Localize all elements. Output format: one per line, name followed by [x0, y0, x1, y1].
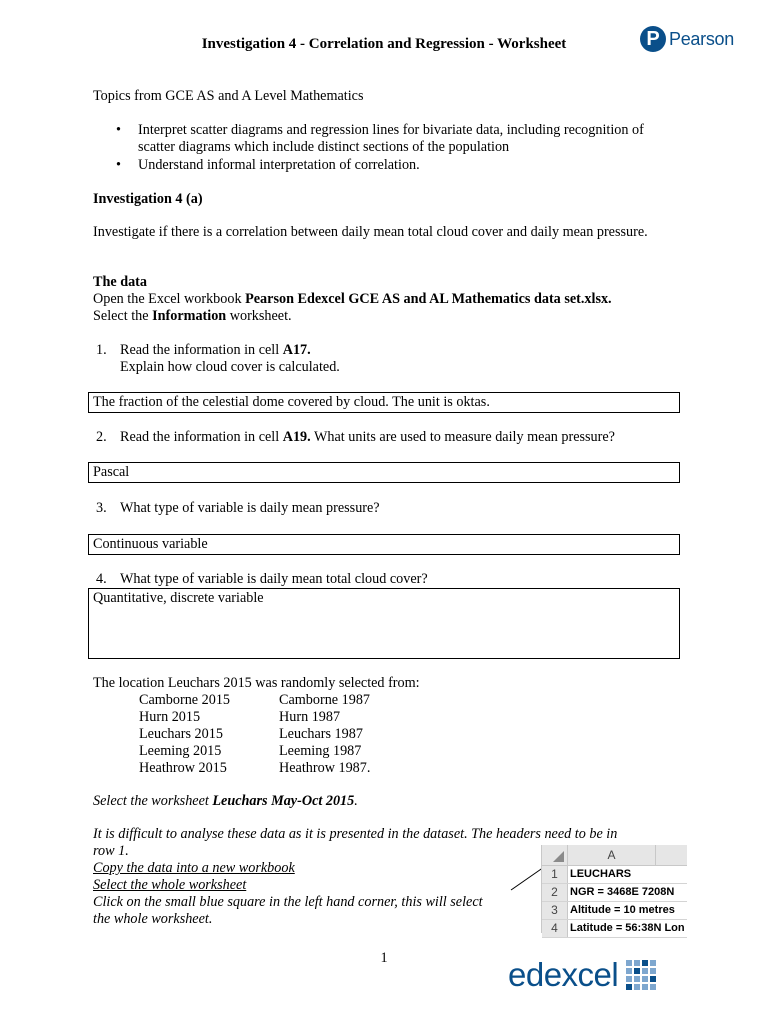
location-list-1987: [279, 692, 370, 777]
question-1-number: 1.: [96, 342, 107, 358]
workbook-name: Pearson Edexcel GCE AS and AL Mathematics data set.xlsx.: [245, 291, 612, 307]
excel-cell[interactable]: LEUCHARS: [570, 868, 632, 880]
excel-row: [542, 884, 687, 902]
page-number: 1: [380, 950, 388, 966]
select-all-corner[interactable]: [542, 845, 568, 865]
answer-box-2[interactable]: Pascal: [88, 462, 680, 483]
location-item: Heathrow 1987.: [279, 760, 371, 776]
location-item: Camborne 2015: [139, 692, 231, 708]
question-1-text: Read the information in cell A17. Explain how cloud cover is calculated.: [120, 342, 340, 375]
topic-bullet-1: Interpret scatter diagrams and regression lines for bivariate data, including recognition of scatter diagrams which include distinct sections of the population: [138, 122, 644, 155]
document-title: Investigation 4 - Correlation and Regression - Worksheet: [201, 36, 567, 52]
worksheet-name: Information: [152, 308, 227, 324]
locations-intro: The location Leuchars 2015 was randomly selected from:: [93, 675, 420, 691]
select-worksheet-instruction: Select the worksheet Leuchars May-Oct 2015.: [93, 793, 358, 809]
question-4-number: 4.: [96, 571, 107, 587]
excel-row-number[interactable]: 1: [542, 866, 568, 883]
excel-column-b-header[interactable]: [656, 845, 687, 865]
question-2-text: Read the information in cell A19. What units are used to measure daily mean pressure?: [120, 429, 615, 445]
question-4-text: What type of variable is daily mean total cloud cover?: [120, 571, 428, 587]
copy-data-instruction: Copy the data into a new workbook: [93, 860, 295, 876]
click-line-2: the whole worksheet.: [93, 911, 213, 927]
investigation-heading: Investigation 4 (a): [93, 191, 203, 207]
bullet-icon: •: [116, 122, 121, 138]
excel-row-number[interactable]: 4: [542, 920, 568, 937]
question-2-number: 2.: [96, 429, 107, 445]
excel-row: [542, 902, 687, 920]
topics-intro: Topics from GCE AS and A Level Mathematics: [93, 88, 364, 104]
location-item: Leuchars 2015: [139, 726, 223, 742]
excel-row-number[interactable]: 3: [542, 902, 568, 919]
location-list-2015: [139, 692, 230, 777]
data-heading: The data: [93, 274, 147, 290]
excel-column-a-header[interactable]: A: [568, 845, 656, 865]
data-line-open-pre: Open the Excel workbook: [93, 291, 246, 307]
location-item: Heathrow 2015: [139, 760, 227, 776]
excel-row-number[interactable]: 2: [542, 884, 568, 901]
edexcel-grid-icon: [626, 960, 656, 990]
bullet-icon: •: [116, 157, 121, 173]
excel-row: [542, 866, 687, 884]
select-whole-instruction: Select the whole worksheet: [93, 877, 247, 893]
location-item: Leeming 1987: [279, 743, 362, 759]
pearson-logo-text: Pearson: [669, 28, 734, 49]
location-item: Camborne 1987: [279, 692, 371, 708]
difficult-line-1: It is difficult to analyse these data as it is presented in the dataset. The headers need to be in: [93, 826, 618, 842]
difficult-line-2: row 1.: [93, 843, 129, 859]
excel-cell[interactable]: NGR = 3468E 7208N: [570, 886, 675, 898]
select-all-triangle-icon: [553, 851, 564, 862]
edexcel-logo-text: edexcel: [508, 956, 619, 993]
location-item: Leeming 2015: [139, 743, 222, 759]
location-item: Hurn 2015: [139, 709, 201, 725]
location-item: Leuchars 1987: [279, 726, 363, 742]
excel-column-header-row: [542, 845, 687, 866]
pearson-logo-mark: P: [640, 26, 666, 52]
excel-screenshot: [541, 845, 687, 933]
investigation-text: Investigate if there is a correlation between daily mean total cloud cover and daily mean pressure.: [93, 224, 648, 240]
data-line-select: Select the Information worksheet.: [93, 308, 292, 324]
excel-cell[interactable]: Altitude = 10 metres: [570, 904, 675, 916]
pearson-logo: [640, 26, 734, 52]
click-line-1: Click on the small blue square in the left hand corner, this will select: [93, 894, 483, 910]
answer-box-4[interactable]: Quantitative, discrete variable: [88, 588, 680, 659]
answer-box-3[interactable]: Continuous variable: [88, 534, 680, 555]
question-3-number: 3.: [96, 500, 107, 516]
question-3-text: What type of variable is daily mean pressure?: [120, 500, 380, 516]
data-line-open: [93, 291, 676, 308]
excel-cell[interactable]: Latitude = 56:38N Lon: [570, 922, 685, 934]
edexcel-logo: [508, 957, 656, 993]
location-item: Hurn 1987: [279, 709, 341, 725]
answer-box-1[interactable]: The fraction of the celestial dome covered by cloud. The unit is oktas.: [88, 392, 680, 413]
excel-row: [542, 920, 687, 938]
topic-bullet-2: Understand informal interpretation of correlation.: [138, 157, 420, 173]
